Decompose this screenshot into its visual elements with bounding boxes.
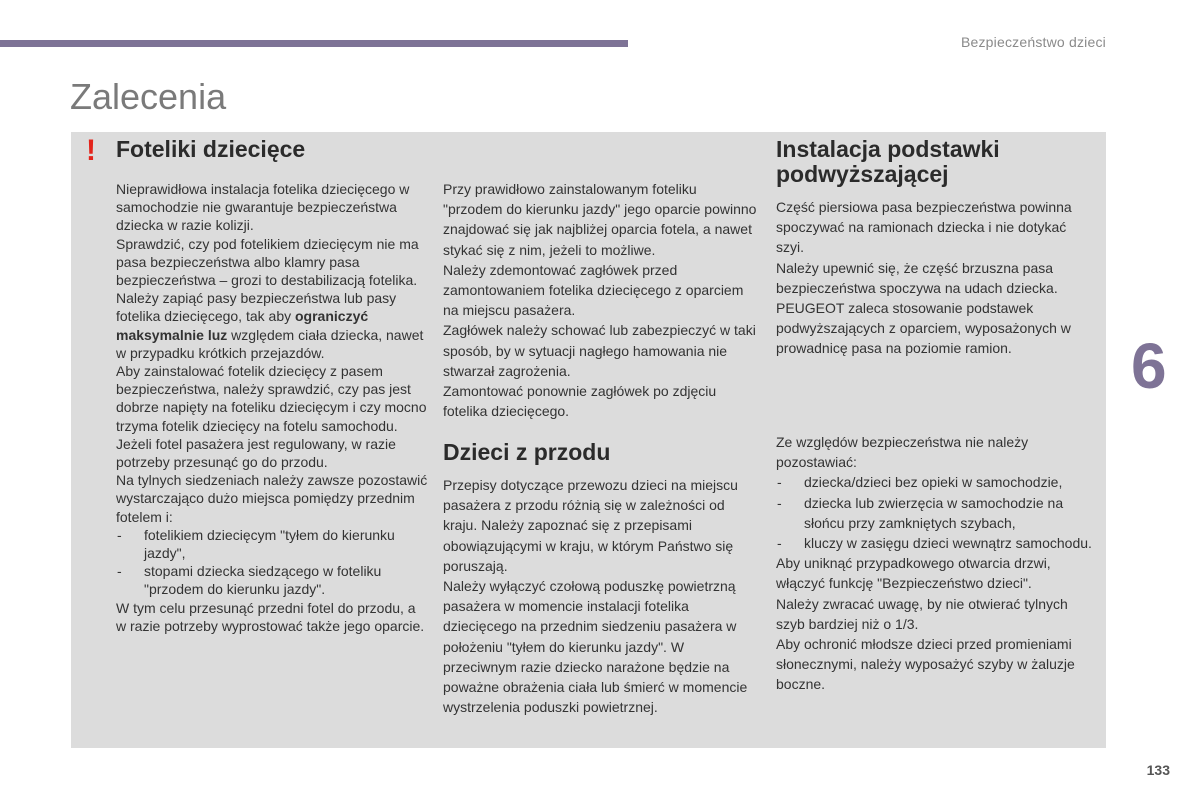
paragraph: Część piersiowa pasa bezpieczeństwa powinna spoczywać na ramionach dziecka i nie dotykać szyi. <box>776 199 1072 256</box>
page-number: 133 <box>1146 762 1170 778</box>
paragraph: Sprawdzić, czy pod fotelikiem dziecięcym nie ma pasa bezpieczeństwa albo klamry pasa bezpieczeństwa – grozi to destabilizacją fotelika. <box>116 235 419 289</box>
paragraph <box>116 289 428 362</box>
column-2-top <box>443 179 759 421</box>
paragraph: Przepisy dotyczące przewozu dzieci na miejscu pasażera z przodu różnią się w zależności od kraju. Należy zapoznać się z przepisami obowiązującymi w kraju, w którym Państwo się poruszają. <box>443 477 738 574</box>
column-2-bottom <box>443 475 759 717</box>
section-header: Bezpieczeństwo dzieci <box>960 34 1106 50</box>
list-item: - dziecka lub zwierzęcia w samochodzie na słońcu przy zamkniętych szybach, <box>776 493 1096 533</box>
paragraph: Aby ochronić młodsze dzieci przed promieniami słonecznymi, należy wyposażyć szyby w żaluzje boczne. <box>776 636 1075 693</box>
paragraph: Aby zainstalować fotelik dziecięcy z pasem bezpieczeństwa, należy sprawdzić, czy pas jest dobrze napięty na foteliku dziecięcym i czy mocno trzyma fotelik dziecięcy na fotelu samochodu. Jeżeli fotel pasażera jest regulowany, w razie potrzeby przesunąć go do przodu. <box>116 363 427 471</box>
page-title: Zalecenia <box>70 76 227 117</box>
column-1 <box>116 180 428 635</box>
paragraph: Należy upewnić się, że część brzuszna pasa bezpieczeństwa spoczywa na udach dziecka. <box>776 259 1058 296</box>
column-3-top <box>776 197 1094 359</box>
heading-children-front: Dzieci z przodu <box>443 439 611 465</box>
paragraph: Ze względów bezpieczeństwa nie należy pozostawiać: <box>776 434 1029 471</box>
dash-list <box>116 526 428 599</box>
paragraph: PEUGEOT zaleca stosowanie podstawek podwyższających z oparciem, wyposażonych w prowadnicę pasa na poziomie ramion. <box>776 300 1071 357</box>
paragraph: Aby uniknąć przypadkowego otwarcia drzwi, włączyć funkcję "Bezpieczeństwo dzieci". <box>776 555 1051 592</box>
paragraph: Nieprawidłowa instalacja fotelika dziecięcego w samochodzie nie gwarantuje bezpieczeństwa dziecka w razie kolizji. <box>116 181 410 234</box>
text-run: Należy zapiąć pasy bezpieczeństwa lub pasy fotelika dziecięcego, tak aby <box>116 290 397 325</box>
paragraph: Należy zdemontować zagłówek przed zamontowaniem fotelika dziecięcego z oparciem na miejscu pasażera. <box>443 261 744 319</box>
list-item: - stopami dziecka siedzącego w foteliku "przodem do kierunku jazdy". <box>116 562 428 598</box>
header-accent-bar <box>0 40 628 47</box>
bold-text: ograniczyć maksymalnie luz <box>116 308 369 343</box>
dash-list <box>776 472 1096 553</box>
heading-booster-installation: Instalacja podstawki podwyższającej <box>776 136 1000 187</box>
warning-exclamation-icon: ! <box>86 134 96 167</box>
list-item: - kluczy w zasięgu dzieci wewnątrz samochodu. <box>776 533 1096 553</box>
text-run: względem ciała dziecka, nawet w przypadku krótkich przejazdów. <box>116 326 424 361</box>
paragraph: Przy prawidłowo zainstalowanym foteliku "przodem do kierunku jazdy" jego oparcie powinno znajdować się jak najbliżej oparcia fotela, a nawet stykać się z nim, jeżeli to możliwe. <box>443 181 757 258</box>
paragraph: Na tylnych siedzeniach należy zawsze pozostawić wystarczająco dużo miejsca pomiędzy przednim fotelem i: <box>116 472 428 525</box>
paragraph: Zamontować ponownie zagłówek po zdjęciu fotelika dziecięcego. <box>443 383 717 420</box>
chapter-number: 6 <box>1131 330 1167 402</box>
list-item: - fotelikiem dziecięcym "tyłem do kierunku jazdy", <box>116 526 428 562</box>
paragraph: Należy wyłączyć czołową poduszkę powietrzną pasażera w momencie instalacji fotelika dziecięcego na przednim siedzeniu pasażera w położeniu "tyłem do kierunku jazdy". W przeciwnym razie dziecko narażone będzie na poważne obrażenia ciała lub śmierć w momencie wystrzelenia poduszki powietrznej. <box>443 578 748 716</box>
paragraph: Należy zwracać uwagę, by nie otwierać tylnych szyb bardziej niż o 1/3. <box>776 595 1068 632</box>
heading-child-seats: Foteliki dziecięce <box>116 136 306 162</box>
list-item: - dziecka/dzieci bez opieki w samochodzie, <box>776 472 1096 492</box>
paragraph: W tym celu przesunąć przedni fotel do przodu, a w razie potrzeby wyprostować także jego oparcie. <box>116 599 425 634</box>
column-3-bottom <box>776 432 1096 695</box>
paragraph: Zagłówek należy schować lub zabezpieczyć w taki sposób, by w sytuacji nagłego hamowania nie stwarzał zagrożenia. <box>443 322 756 379</box>
